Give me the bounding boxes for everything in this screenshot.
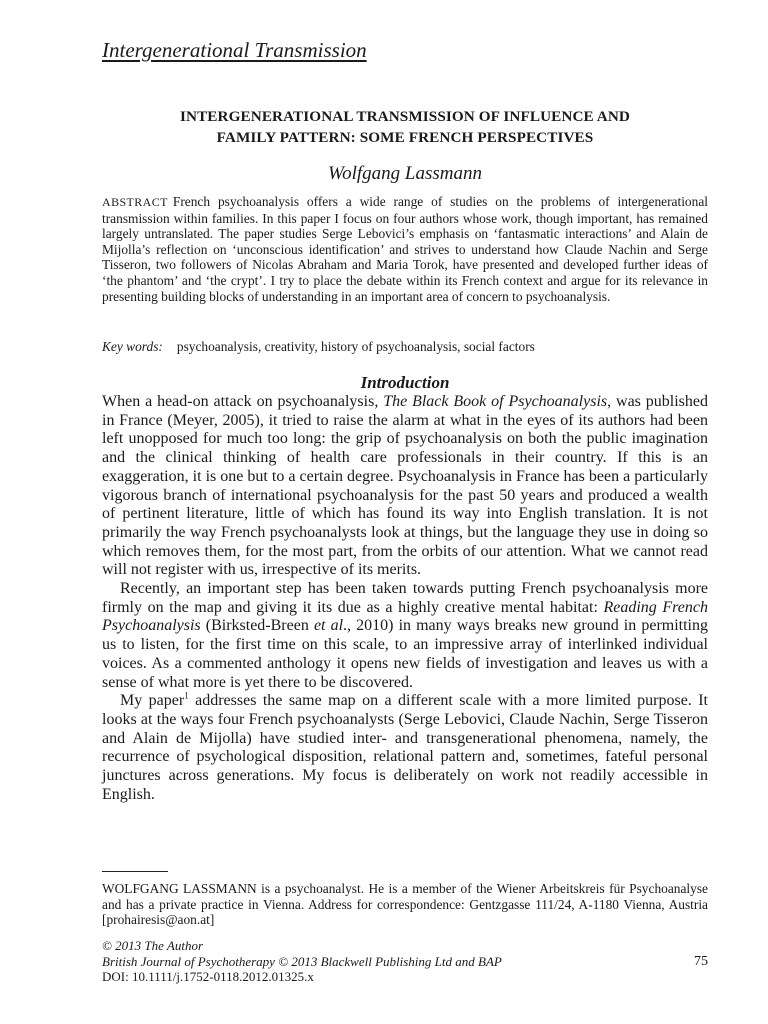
- paragraph-1: [102, 393, 708, 580]
- p2-book-title: Reading French Psychoanalysis: [102, 598, 709, 635]
- page-number: 75: [694, 954, 708, 969]
- paragraph-2: [102, 580, 708, 692]
- p2-text-b: (Birksted-Breen: [200, 617, 314, 635]
- p3-text-a: My paper: [120, 692, 185, 710]
- p2-text-a: Recently, an important step has been taken towards putting French psychoanalysis more firmly on the map and giving it its due as a highly creative mental habitat:: [102, 580, 708, 616]
- p1-book-title: The Black Book of Psychoanalysis: [383, 393, 608, 410]
- journal-page: [102, 0, 708, 1024]
- paragraph-3: [102, 692, 708, 804]
- copyright-line: © 2013 The Author: [102, 938, 204, 953]
- p3-text-b: addresses the same map on a different scale with a more limited purpose. It looks at the ways four French psychoanalysts (Serge Lebovici, Claude Nachin, Serge Tisseron and Alain de Mijolla) have studied inter- and transgenerational phenomena, namely, the recurrence of psychological disposition, relational pattern and, sometimes, fateful personal junctures across generations. My focus is deliberately on work not readily accessible in English.: [102, 692, 708, 803]
- imprint: [102, 938, 708, 985]
- journal-line: British Journal of Psychotherapy © 2013 Blackwell Publishing Ltd and BAP: [102, 953, 502, 969]
- keywords-text: psychoanalysis, creativity, history of psychoanalysis, social factors: [176, 339, 535, 354]
- abstract-text: French psychoanalysis offers a wide range of studies on the problems of intergenerational transmission within families. In this paper I focus on four authors whose work, though important, has remained largely untranslated. The paper studies Serge Lebovici’s emphasis on ‘fantasmatic interactions’ and Alain de Mijolla’s reflection on ‘unconscious identification’ and strives to understand how Claude Nachin and Serge Tisseron, two followers of Nicolas Abraham and Maria Torok, have presented and developed further ideas of ‘the phantom’ and ‘the crypt’. I try to place the debate within its French context and argue for its relevance in presenting building blocks of understanding in an important area of concern to psychoanalysis.: [102, 194, 708, 304]
- title-line-2: FAMILY PATTERN: SOME FRENCH PERSPECTIVES: [216, 129, 594, 146]
- article-title: [102, 106, 708, 148]
- running-head: Intergenerational Transmission: [102, 38, 367, 62]
- keywords: [102, 339, 708, 355]
- abstract: [102, 194, 708, 304]
- keywords-label: Key words:: [102, 339, 163, 354]
- author-name: Wolfgang Lassmann: [328, 163, 482, 184]
- p2-text-c: ., 2010) in many ways breaks new ground in permitting us to listen, for the first time on this scale, to an impressive array of interlinked individual voices. As a commented anthology it opens new fields of investigation and leaves us with a sense of what more is yet there to be discovered.: [102, 617, 708, 691]
- doi-line: DOI: 10.1111/j.1752-0118.2012.01325.x: [102, 969, 314, 985]
- footnote-rule: [102, 871, 168, 872]
- abstract-label: ABSTRACT: [102, 195, 168, 209]
- section-heading: Introduction: [360, 373, 450, 392]
- p1-text-b: , was published in France (Meyer, 2005), it tried to raise the alarm at what in the eyes of its authors had been left unopposed for much too long: the grip of psychoanalysis on both the public imagination and the clinical thinking of health care professionals in their country. If this is an exaggeration, it is one but to a certain degree. Psychoanalysis in France has been a particularly vigorous branch of international psychoanalysis for the past 50 years and produced a wealth of pertinent literature, little of which has found its way into English translation. It is not primarily the way French psychoanalysts look at things, but the language they use in doing so which removes them, for the most part, from the orbits of our attention. What we cannot read will not register with us, irrespective of its merits.: [102, 393, 708, 579]
- p2-et-al: et al: [313, 617, 344, 635]
- body-text: [102, 393, 708, 804]
- footnote-marker: 1: [184, 690, 189, 701]
- p1-text-a: When a head-on attack on psychoanalysis,: [102, 393, 384, 410]
- title-line-1: INTERGENERATIONAL TRANSMISSION OF INFLUENCE AND: [180, 108, 630, 125]
- author-footnote: WOLFGANG LASSMANN is a psychoanalyst. He is a member of the Wiener Arbeitskreis für Psychoanalyse and has a private practice in Vienna. Address for correspondence: Gentzgasse 111/24, A-1180 Vienna, Austria [prohairesis@aon.at]: [102, 881, 708, 928]
